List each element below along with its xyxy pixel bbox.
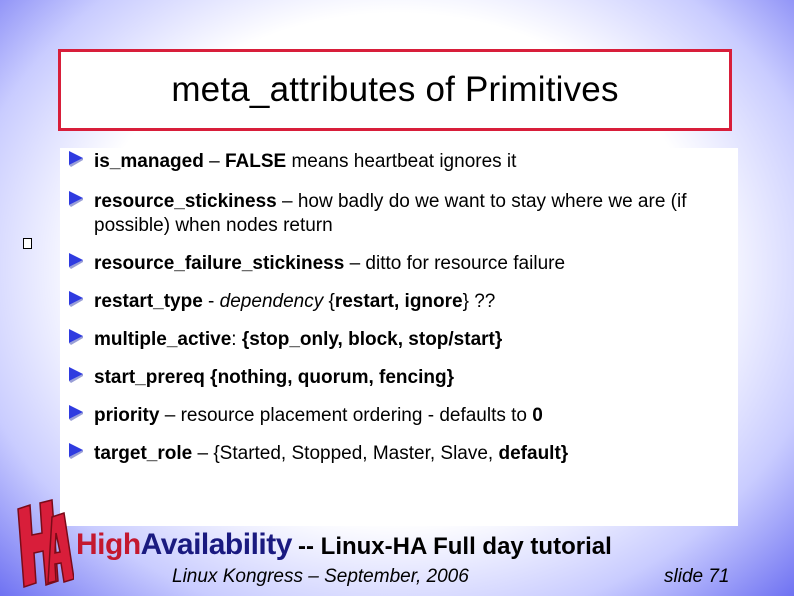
bullet-text-part: – {Started, Stopped, Master, Slave, [192,443,499,464]
bullet-text [94,366,724,390]
bullet-text-part: start_prereq [94,367,205,388]
bullet-text-part: restart_type [94,291,203,312]
arrow-bullet-icon [68,442,84,460]
bullet-text-part: target_role [94,443,193,464]
bullet-text-part: priority [94,405,160,426]
bullet-text-part: { [323,291,335,312]
footer-tutorial-title: -- Linux-HA Full day tutorial [298,533,612,560]
bullet-text-part: dependency [219,291,324,312]
wordmark-high: High [76,528,141,561]
bullet-text [94,442,724,466]
bullet-item [68,328,724,352]
bullet-item [68,290,724,314]
slide-title: meta_attributes of Primitives [171,70,619,109]
bullet-text-part: - [202,291,220,312]
arrow-bullet-icon [68,404,84,422]
high-availability-wordmark [76,528,292,562]
bullet-text-part: } ?? [462,291,496,312]
bullet-text-part: resource_failure_stickiness [94,253,345,274]
arrow-bullet-icon [68,190,84,208]
bullet-text-part: – ditto for resource failure [344,253,566,274]
outer-square-bullet-icon [23,238,32,249]
bullet-text-part: : [231,329,242,350]
bullet-item [68,442,724,466]
arrow-bullet-icon [68,366,84,384]
bullet-item [68,366,724,390]
arrow-bullet-icon [68,150,84,168]
footer-slide-number: slide 71 [664,566,730,587]
arrow-bullet-icon [68,252,84,270]
footer-conference: Linux Kongress – September, 2006 [172,566,469,587]
bullet-text-part: restart, ignore [334,291,463,312]
bullet-text-part: {nothing, quorum, fencing} [210,367,454,388]
wordmark-availability: Availability [140,528,292,561]
slide-title-box [58,49,732,131]
ha-logo-icon [12,497,74,589]
bullet-text-part: FALSE [224,151,287,172]
bullet-item [68,404,724,428]
bullet-item [68,190,724,238]
bullet-text-part: is_managed [94,151,204,172]
bullet-item [68,252,724,276]
bullet-text-part: – [203,151,225,172]
bullet-text [94,150,724,174]
bullet-text [94,252,724,276]
bullet-text-part: means heartbeat ignores it [286,151,517,172]
arrow-bullet-icon [68,328,84,346]
bullet-text-part: 0 [532,405,543,426]
bullet-text [94,290,724,314]
bullet-text [94,190,724,238]
bullet-text [94,404,724,428]
bullet-text-part: {stop_only, block, stop/start} [241,329,503,350]
bullet-text-part: – how badly do we want to stay where we are (if possible) when nodes return [94,191,687,236]
bullet-text-part: multiple_active [94,329,232,350]
bullet-text-part: – resource placement ordering - defaults to [159,405,533,426]
bullet-text-part: resource_stickiness [94,191,277,212]
arrow-bullet-icon [68,290,84,308]
bullet-text-part: default} [498,443,569,464]
bullet-text [94,328,724,352]
bullet-item [68,150,724,174]
